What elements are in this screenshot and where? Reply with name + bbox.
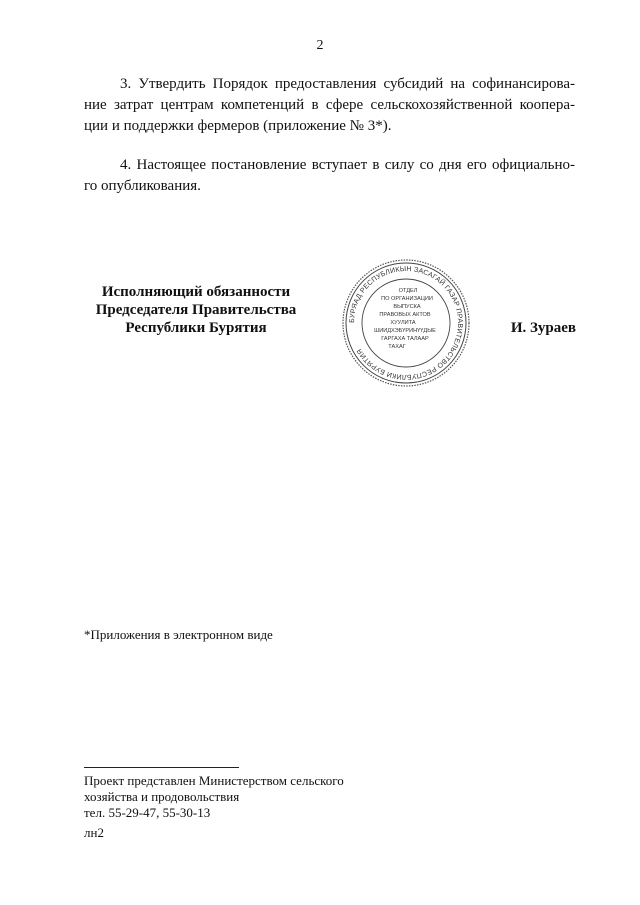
signer-position-line: Исполняющий обязанности [101, 284, 291, 300]
page-number: 2 [316, 38, 324, 53]
seal-ring-textpath: БУРЯАД РЕСПУБЛИКЫН ЗАСАГАЙ ГАЗАР ПРАВИТЕЛЬСТВО РЕСПУБЛИКИ БУРЯТИЯ [348, 265, 464, 381]
official-seal [341, 258, 471, 388]
paragraph-line: ние затрат центрам компетенций в сфере сельскохозяйственной коопера- [84, 97, 575, 113]
footer-line: тел. 55-29-47, 55-30-13 [84, 805, 211, 820]
seal-center-line: ПО ОРГАНИЗАЦИИ [381, 296, 433, 302]
signer-position [84, 283, 308, 337]
appendix-note: *Приложения в электронном виде [84, 627, 273, 642]
paragraph-line: ции и поддержки фермеров (приложение № 3*). [84, 118, 392, 134]
paragraph-3 [84, 74, 575, 137]
signer-position-line: Республики Бурятия [125, 320, 267, 336]
footer-line: Проект представлен Министерством сельского [84, 773, 344, 788]
footer-code: лн2 [84, 825, 104, 840]
footer-note [84, 773, 344, 841]
signer-name: И. Зураев [510, 320, 576, 336]
seal-center-line: ОТДЕЛ [398, 288, 418, 294]
footer-line: хозяйства и продовольствия [84, 789, 240, 804]
signer-position-line: Председателя Правительства [95, 302, 297, 318]
paragraph-4 [84, 155, 575, 197]
seal-center-line: ХУУЛИТА [390, 320, 416, 326]
seal-center-line: ТАХАГ [388, 344, 406, 350]
seal-center-line: ШИИДХЭБҮРИНҮҮДЫЕ [374, 328, 436, 334]
paragraph-line: 4. Настоящее постановление вступает в силу со дня его официально- [120, 157, 575, 173]
seal-center-line: ВЫПУСКА [393, 304, 421, 310]
footer-divider [84, 767, 239, 768]
paragraph-line: го опубликования. [84, 178, 201, 194]
paragraph-line: 3. Утвердить Порядок предоставления субсидий на софинансирова- [120, 76, 575, 92]
seal-center-line: ПРАВОВЫХ АКТОВ [379, 312, 431, 318]
seal-center-line: ГАРГАХА ТАЛААР [381, 336, 429, 342]
seal-center-text [374, 288, 436, 350]
